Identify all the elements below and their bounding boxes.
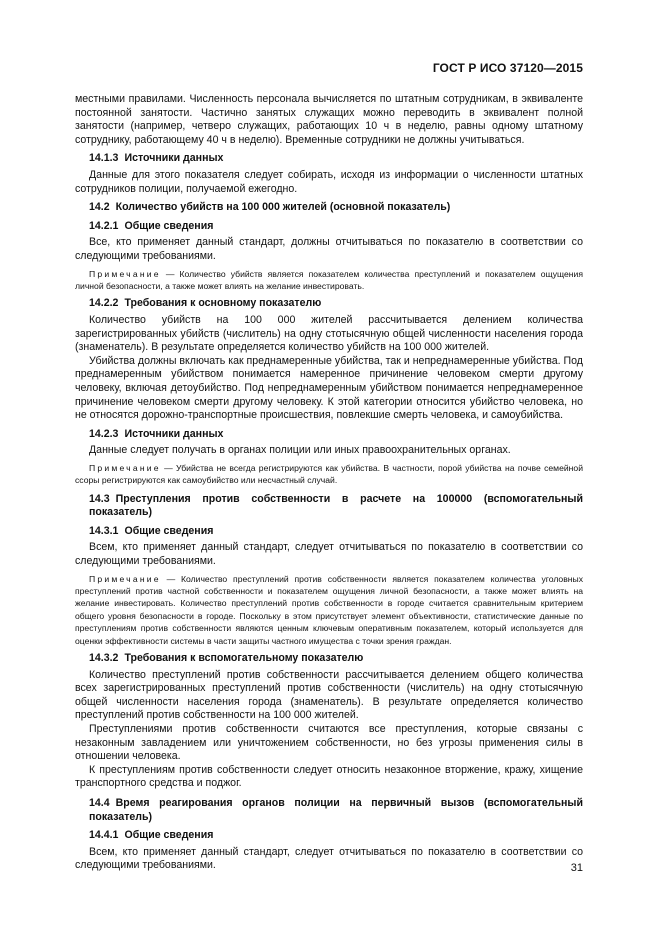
- section-heading: [75, 525, 583, 539]
- paragraph: Всем, кто применяет данный стандарт, следует отчитываться по показателю в соответствии со следующими требованиями.: [75, 845, 583, 872]
- paragraph: Количество убийств на 100 000 жителей рассчитывается делением количества зарегистрированных убийств (числитель) на одну стотысячную общей численности населения города (знаменатель). В результате определяется количество убийств на 100 000 жителей.: [75, 313, 583, 354]
- paragraph: Данные для этого показателя следует собирать, исходя из информации о численности штатных сотрудников полиции, получаемой ежегодно.: [75, 168, 583, 195]
- section-title: Количество убийств на 100 000 жителей (основной показатель): [115, 201, 451, 214]
- section-title: Общие сведения: [124, 219, 214, 232]
- page-number: 31: [570, 862, 583, 874]
- section-heading: [75, 428, 583, 442]
- paragraph: Количество преступлений против собственности рассчитывается делением общего количества всех зарегистрированных преступлений против собственности (числитель) на одну стотысячную общей численности населения города (знаменатель). В результате определяется количество преступлений против собственности на 100 000 жителей.: [75, 668, 583, 722]
- paragraph: местными правилами. Численность персонала вычисляется по штатным сотрудникам, в эквиваленте постоянной занятости. Частично занятых служащих можно переводить в эквивалент полной занятости (например, четверо служащих, работающих 10 ч в неделю, равны одному штатному сотруднику, работающему 40 ч в неделю). Временные сотрудники не должны учитываться.: [75, 93, 583, 146]
- section-title: Преступления против собственности в расчете на 100000 (вспомогательный показатель): [89, 492, 583, 519]
- paragraph: Все, кто применяет данный стандарт, должны отчитываться по показателю в соответствии со следующими требованиями.: [75, 236, 583, 262]
- note: [75, 462, 583, 487]
- paragraph: Преступлениями против собственности считаются все преступления, которые связаны с незаконным завладением или уничтожением собственности, но без угрозы применения силы в отношении человека.: [75, 723, 583, 763]
- section-heading: [75, 220, 583, 234]
- paragraph: Убийства должны включать как преднамеренные убийства, так и непреднамеренные убийства. Под преднамеренным убийством понимается намеренное причинение человеком смерти другому человеку, включая детоубийство. Под непреднамеренным убийством понимается непреднамеренное причинение человеком смерти другому человеку. К этой категории относится убийство человека, но не относятся дорожно-транспортные происшествия, повлекшие смерть человека, и самоубийства.: [75, 354, 583, 422]
- section-number: 14.2.2: [89, 297, 119, 310]
- note: [75, 268, 583, 293]
- note-label: Примечание: [89, 268, 161, 279]
- paragraph: Данные следует получать в органах полиции или иных правоохранительных органах.: [89, 444, 511, 457]
- section-title: Общие сведения: [124, 829, 214, 842]
- section-title: Источники данных: [124, 427, 224, 440]
- section-heading: [75, 297, 583, 311]
- section-number: 14.3.2: [89, 652, 119, 665]
- paragraph: Всем, кто применяет данный стандарт, следует отчитываться по показателю в соответствии со следующими требованиями.: [75, 541, 583, 568]
- section-number: 14.2: [89, 201, 110, 214]
- paragraph: К преступлениям против собственности следует относить незаконное вторжение, кражу, хищение транспортного средства и поджог.: [75, 763, 583, 790]
- section-number: 14.2.3: [89, 427, 119, 440]
- note-text: — Убийства не всегда регистрируются как убийства. В частности, порой убийства на почве семейной ссоры регистрируются как самоубийство или несчастный случай.: [75, 462, 583, 486]
- section-number: 14.4: [89, 797, 110, 810]
- section-heading: [75, 652, 583, 666]
- section-heading: [75, 829, 583, 843]
- note-text: — Количество убийств является показателем количества преступлений и показателем ощущения личной безопасности, а также может влиять на желание инвестировать.: [75, 268, 583, 291]
- note-label: Примечание: [89, 573, 161, 584]
- section-title: Время реагирования органов полиции на первичный вызов (вспомогательный показатель): [89, 797, 583, 823]
- section-title: Требования к основному показателю: [124, 297, 322, 310]
- document-header: ГОСТ Р ИСО 37120—2015: [432, 61, 583, 75]
- section-number: 14.2.1: [89, 219, 119, 232]
- note: [75, 573, 583, 647]
- section-number: 14.3.1: [89, 524, 119, 537]
- section-title: Требования к вспомогательному показателю: [124, 652, 364, 665]
- section-title: Общие сведения: [124, 524, 214, 537]
- section-heading: [75, 493, 583, 520]
- document-body: [75, 93, 583, 873]
- note-label: Примечание: [89, 462, 161, 473]
- section-number: 14.1.3: [89, 152, 119, 165]
- section-title: Источники данных: [124, 152, 224, 165]
- section-heading: [75, 797, 583, 824]
- section-heading: [75, 201, 583, 215]
- section-number: 14.4.1: [89, 829, 119, 842]
- section-number: 14.3: [89, 492, 110, 505]
- note-text: — Количество преступлений против собственности является показателем количества уголовных преступлений против частной собственности и показателем ощущения личной безопасности, а также может влиять на желание инвестировать. Количество преступлений против собственности в городе считается сравнительным критерием общего уровня безопасности в городе. Поскольку в этом присутствует элемент объективности, статистические данные по преступлениям против собственности являются ценным ключевым оперативным показателем, который используется для оценки эффективности системы в части защиты частного имущества с точки зрения граждан.: [75, 573, 583, 646]
- section-heading: [75, 152, 583, 166]
